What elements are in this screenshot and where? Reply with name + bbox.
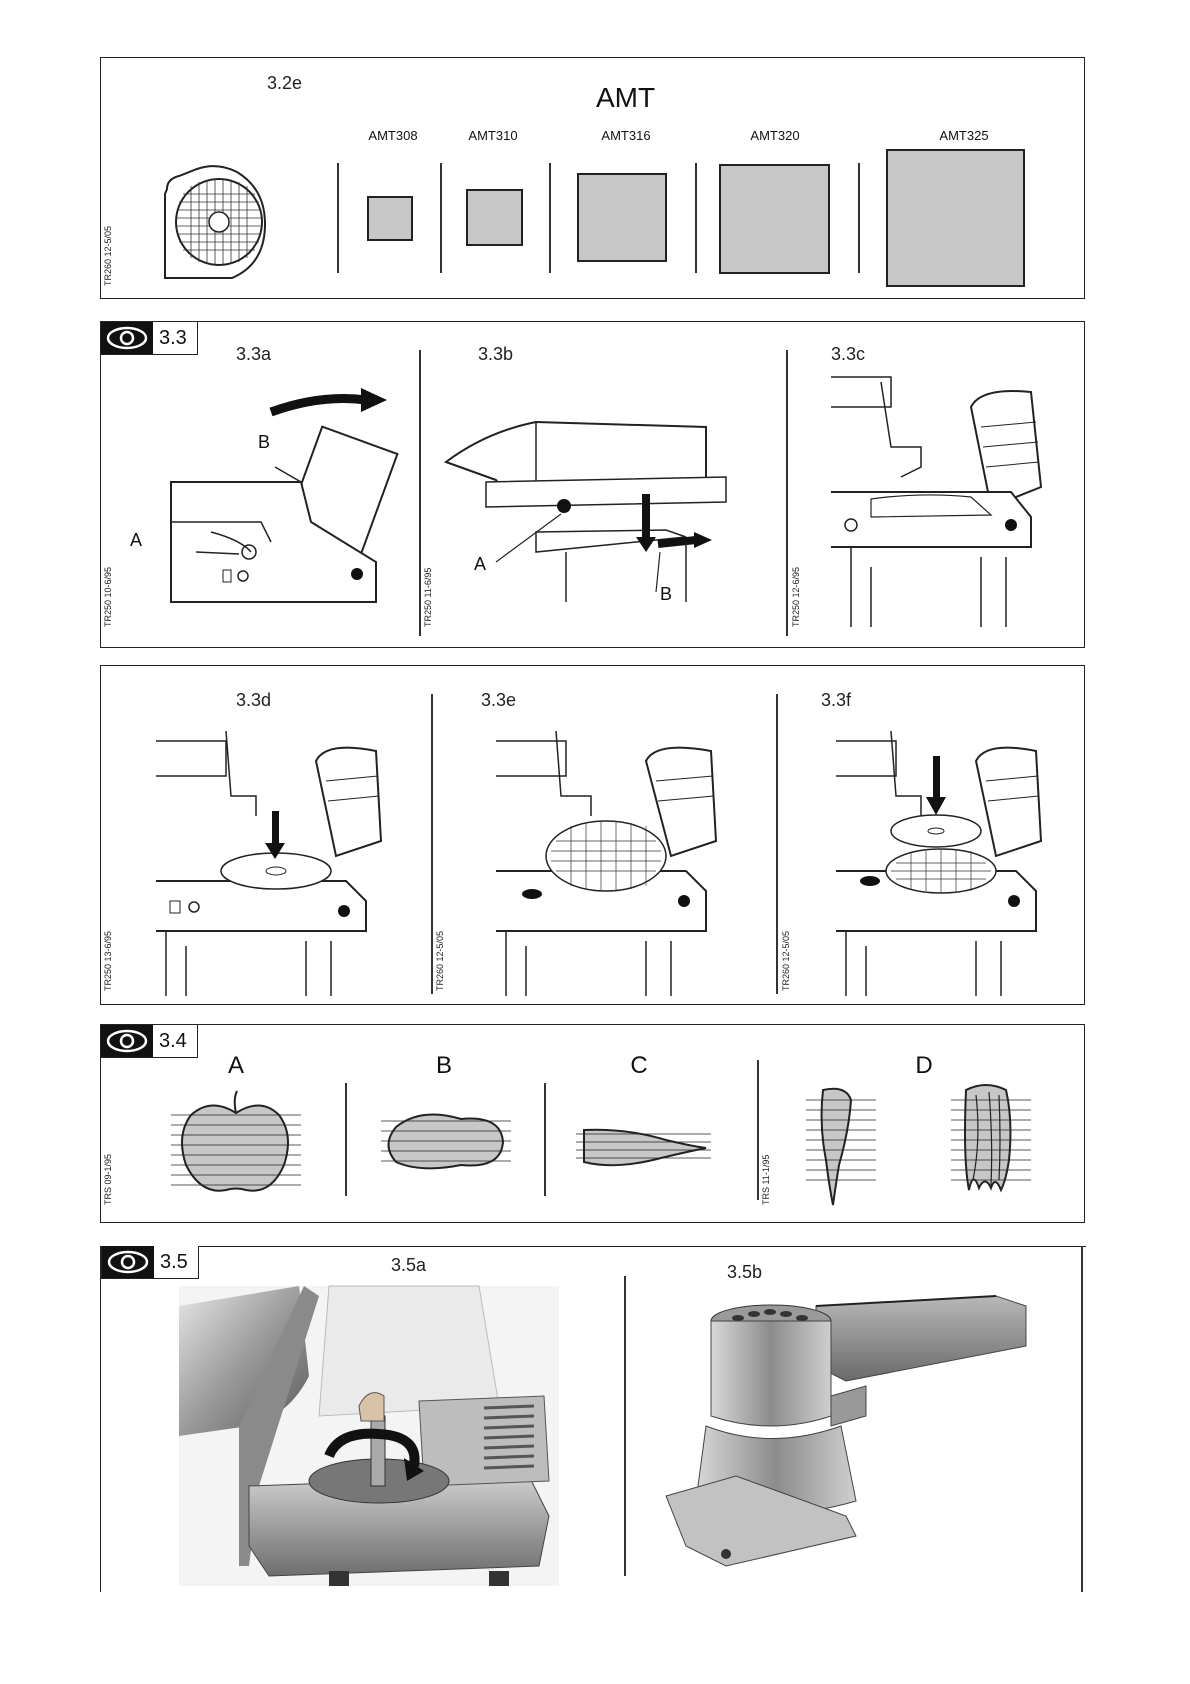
model-amt320: AMT320: [750, 128, 800, 143]
eye-icon: [101, 1025, 153, 1057]
model-amt310: AMT310: [468, 128, 518, 143]
eye-icon: [101, 322, 153, 354]
divider: [858, 163, 860, 273]
carrot-slicing-diagram: [576, 1120, 711, 1175]
section-3-3-continued-panel: [100, 665, 1085, 1005]
figure-label-3-3f: 3.3f: [821, 690, 852, 710]
figure-label-3-3a: 3.3a: [236, 344, 272, 364]
top-rule: [101, 1246, 1086, 1247]
figure-label-3-5b: 3.5b: [727, 1262, 763, 1282]
callout-b: B: [257, 432, 270, 452]
divider: [337, 163, 339, 273]
view-badge-3-3: [101, 322, 198, 355]
divider: [624, 1276, 626, 1576]
figure-code: TR250 12-6/95: [791, 566, 801, 627]
model-amt325: AMT325: [939, 128, 989, 143]
figure-label-3-3e: 3.3e: [481, 690, 517, 710]
product-letter-a: A: [227, 1052, 244, 1079]
badge-number: 3.3: [159, 327, 187, 349]
apple-slicing-diagram: [171, 1085, 301, 1215]
divider: [544, 1083, 546, 1196]
callout-a: A: [473, 554, 486, 574]
badge-number: 3.5: [160, 1251, 188, 1273]
size-square-amt325: [886, 149, 1025, 287]
callout-b: B: [659, 584, 672, 604]
dicing-grid-insertion-illustration: [496, 731, 756, 996]
section-3-5-panel: [100, 1246, 1085, 1592]
eye-icon: [102, 1246, 154, 1278]
figure-code: TR250 13-6/95: [103, 930, 113, 991]
divider: [757, 1060, 759, 1200]
machine-lid-opening-illustration: [151, 382, 411, 622]
size-square-amt308: [367, 196, 413, 241]
section-3-4-panel: [100, 1024, 1085, 1223]
size-square-amt310: [466, 189, 523, 246]
figure-code: TR250 11-6/95: [423, 567, 433, 627]
dicing-grid-plate-illustration: [157, 164, 269, 286]
size-square-amt316: [577, 173, 667, 262]
operator-removing-tool-photo: [179, 1286, 559, 1586]
model-amt308: AMT308: [368, 128, 418, 143]
figure-label-3-2e: 3.2e: [267, 73, 303, 93]
leek-slicing-diagram: [951, 1080, 1031, 1205]
root-vegetable-slicing-diagram: [801, 1085, 881, 1210]
figure-label-3-5a: 3.5a: [391, 1255, 427, 1275]
figure-label-3-3d: 3.3d: [236, 690, 272, 710]
disc-over-grid-insertion-illustration: [836, 731, 1076, 996]
divider: [419, 350, 421, 636]
right-rule: [1081, 1246, 1083, 1592]
product-letter-d: D: [915, 1052, 933, 1079]
hand-lifting-lid-illustration: [446, 402, 766, 622]
divider: [695, 163, 697, 273]
view-badge-3-5: [101, 1246, 199, 1279]
figure-label-3-3c: 3.3c: [831, 344, 866, 364]
divider: [431, 694, 433, 994]
divider: [549, 163, 551, 273]
slicing-disc-insertion-illustration: [156, 731, 416, 996]
divider: [345, 1083, 347, 1196]
section-3-2e-panel: [100, 57, 1085, 299]
machine-open-hand-cleaning-illustration: [831, 377, 1071, 627]
figure-label-3-3b: 3.3b: [478, 344, 514, 364]
callout-a: A: [129, 530, 142, 550]
size-square-amt320: [719, 164, 830, 274]
product-letter-c: C: [630, 1052, 648, 1079]
view-badge-3-4: [101, 1025, 198, 1058]
section-3-3-panel: [100, 321, 1085, 648]
badge-number: 3.4: [159, 1030, 187, 1052]
model-amt316: AMT316: [601, 128, 651, 143]
machine-head-unit-photo: [666, 1286, 1056, 1576]
figure-code: TRS 09-1/95: [103, 1153, 113, 1205]
figure-code: TR250 10-6/95: [103, 566, 113, 627]
amt-title: AMT: [596, 82, 656, 113]
figure-code: TRS 11-1/95: [761, 1154, 771, 1205]
figure-code: TR260 12-5/05: [781, 930, 791, 991]
figure-code: TR260 12-5/05: [435, 930, 445, 991]
divider: [440, 163, 442, 273]
figure-code: TR260 12-5/05: [103, 225, 113, 286]
potato-slicing-diagram: [381, 1107, 511, 1177]
product-letter-b: B: [435, 1052, 452, 1079]
divider: [776, 694, 778, 994]
divider: [786, 350, 788, 636]
